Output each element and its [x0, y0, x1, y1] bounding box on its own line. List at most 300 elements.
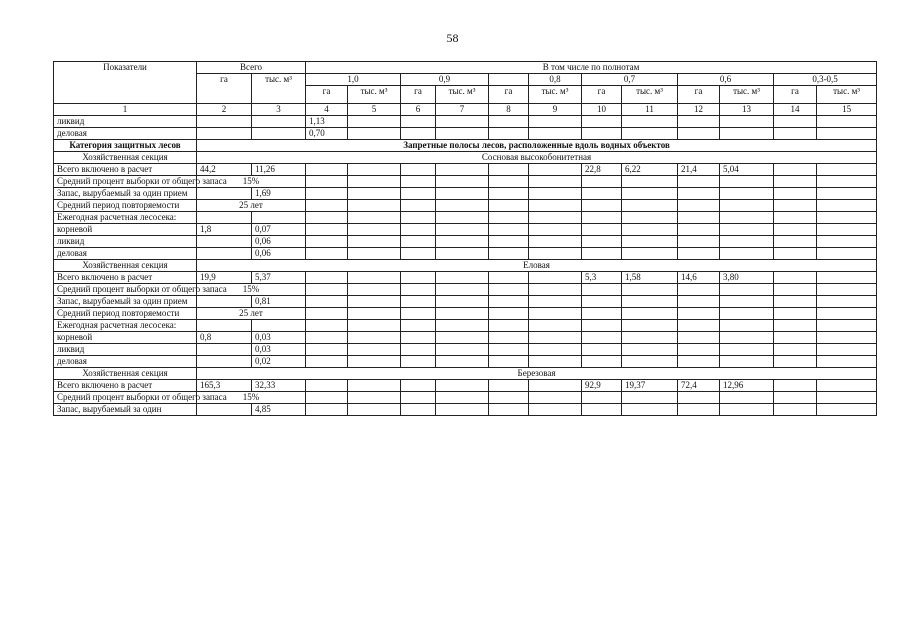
- table-cell: [252, 320, 306, 332]
- column-number: 6: [401, 104, 436, 116]
- header-density: 0,6: [678, 74, 774, 86]
- table-row: [54, 152, 877, 164]
- table-cell: [529, 296, 582, 308]
- column-number: 12: [678, 104, 720, 116]
- table-cell: 0,70: [306, 128, 348, 140]
- header-density: 0,9: [401, 74, 489, 86]
- table-cell: [348, 308, 401, 320]
- table-cell: [348, 212, 401, 224]
- table-cell: [582, 332, 622, 344]
- table-cell: [529, 188, 582, 200]
- row-label: Средний процент выборки от общего запаса: [54, 284, 197, 296]
- table-cell: [306, 188, 348, 200]
- table-cell: [678, 344, 720, 356]
- row-label: Запас, вырубаемый за один прием: [54, 188, 197, 200]
- merged-value: 15%: [197, 392, 306, 404]
- table-cell: [774, 308, 817, 320]
- table-row: [54, 200, 877, 212]
- table-cell: [489, 380, 529, 392]
- header-total: Всего: [197, 62, 306, 74]
- table-cell: [582, 176, 622, 188]
- table-cell: [529, 236, 582, 248]
- row-label: Запас, вырубаемый за один: [54, 404, 197, 416]
- table-cell: [306, 380, 348, 392]
- table-cell: [817, 200, 877, 212]
- table-cell: [306, 176, 348, 188]
- table-cell: [817, 404, 877, 416]
- table-cell: 21,4: [678, 164, 720, 176]
- table-cell: 22,8: [582, 164, 622, 176]
- table-cell: [622, 116, 678, 128]
- table-cell: [582, 404, 622, 416]
- table-cell: [436, 248, 489, 260]
- table-cell: [817, 116, 877, 128]
- table-cell: 1,69: [252, 188, 306, 200]
- table-row: [54, 128, 877, 140]
- table-cell: [529, 392, 582, 404]
- table-cell: [348, 200, 401, 212]
- table-cell: [582, 236, 622, 248]
- table-cell: [401, 212, 436, 224]
- table-cell: [678, 296, 720, 308]
- header-density: 0,7: [582, 74, 678, 86]
- table-cell: [817, 296, 877, 308]
- table-cell: [529, 176, 582, 188]
- column-number: 14: [774, 104, 817, 116]
- table-cell: [622, 284, 678, 296]
- table-cell: [720, 404, 774, 416]
- column-number: 8: [489, 104, 529, 116]
- header-row-1: [54, 62, 877, 74]
- table-cell: [622, 356, 678, 368]
- table-row: [54, 296, 877, 308]
- table-cell: [348, 176, 401, 188]
- header-tm3: тыс. м³: [252, 74, 306, 104]
- row-label: Всего включено в расчет: [54, 272, 197, 284]
- table-row: [54, 380, 877, 392]
- table-body: [54, 116, 877, 416]
- merged-value: 15%: [197, 176, 306, 188]
- table-row: [54, 284, 877, 296]
- row-label: ликвид: [54, 344, 197, 356]
- table-cell: [582, 212, 622, 224]
- table-cell: [678, 320, 720, 332]
- table-cell: [720, 344, 774, 356]
- table-cell: [678, 188, 720, 200]
- table-cell: [817, 212, 877, 224]
- table-cell: 5,04: [720, 164, 774, 176]
- table-cell: [401, 296, 436, 308]
- table-cell: [817, 380, 877, 392]
- table-cell: [720, 200, 774, 212]
- table-cell: [401, 392, 436, 404]
- table-cell: [774, 164, 817, 176]
- table-cell: 1,58: [622, 272, 678, 284]
- table-cell: [720, 176, 774, 188]
- table-cell: [489, 116, 529, 128]
- table-cell: [622, 332, 678, 344]
- table-cell: [436, 188, 489, 200]
- row-label: Всего включено в расчет: [54, 380, 197, 392]
- table-cell: [197, 212, 252, 224]
- table-cell: 32,33: [252, 380, 306, 392]
- table-cell: [678, 200, 720, 212]
- column-number: 2: [197, 104, 252, 116]
- table-row: [54, 164, 877, 176]
- row-label: корневой: [54, 224, 197, 236]
- table-cell: [582, 344, 622, 356]
- table-cell: [678, 212, 720, 224]
- table-cell: [348, 128, 401, 140]
- table-cell: [436, 308, 489, 320]
- table-cell: 5,37: [252, 272, 306, 284]
- table-cell: 3,80: [720, 272, 774, 284]
- table-cell: [582, 128, 622, 140]
- table-cell: [529, 344, 582, 356]
- table-cell: [489, 200, 529, 212]
- table-row: [54, 272, 877, 284]
- table-cell: [582, 284, 622, 296]
- table-cell: [348, 236, 401, 248]
- header-density: 0,8: [529, 74, 582, 86]
- table-cell: [622, 176, 678, 188]
- table-cell: [774, 188, 817, 200]
- table-cell: [489, 320, 529, 332]
- header-ha: га: [401, 86, 436, 104]
- header-density: 1,0: [306, 74, 401, 86]
- table-cell: 14,6: [678, 272, 720, 284]
- table-cell: [678, 236, 720, 248]
- table-cell: [489, 164, 529, 176]
- table-cell: [817, 128, 877, 140]
- table-cell: [489, 188, 529, 200]
- merged-value: 15%: [197, 284, 306, 296]
- table-cell: [529, 404, 582, 416]
- table-cell: [489, 212, 529, 224]
- table-cell: [817, 344, 877, 356]
- table-cell: [401, 200, 436, 212]
- table-cell: [306, 296, 348, 308]
- table-cell: [306, 224, 348, 236]
- table-cell: [582, 308, 622, 320]
- table-cell: [306, 212, 348, 224]
- table-cell: [489, 392, 529, 404]
- table-cell: [348, 188, 401, 200]
- table-cell: [622, 128, 678, 140]
- table-cell: [306, 284, 348, 296]
- table-cell: [774, 344, 817, 356]
- table-cell: [348, 332, 401, 344]
- merged-value: 25 лет: [197, 308, 306, 320]
- table-cell: [436, 284, 489, 296]
- header-ha: га: [306, 86, 348, 104]
- table-cell: [306, 332, 348, 344]
- table-cell: [582, 356, 622, 368]
- table-cell: [489, 308, 529, 320]
- header-ha: га: [678, 86, 720, 104]
- table-cell: [401, 128, 436, 140]
- table-cell: [401, 236, 436, 248]
- table-cell: [401, 224, 436, 236]
- table-row: [54, 188, 877, 200]
- table-cell: [817, 188, 877, 200]
- table-cell: [720, 236, 774, 248]
- table-cell: [774, 392, 817, 404]
- row-label: Средний период повторяемости: [54, 200, 197, 212]
- table-cell: [582, 320, 622, 332]
- table-cell: [489, 404, 529, 416]
- table-cell: [436, 296, 489, 308]
- table-cell: [720, 212, 774, 224]
- table-cell: 44,2: [197, 164, 252, 176]
- table-cell: [436, 116, 489, 128]
- table-cell: [529, 332, 582, 344]
- table-cell: [306, 272, 348, 284]
- column-numbers-row: [54, 104, 877, 116]
- table-cell: [678, 392, 720, 404]
- table-cell: 12,96: [720, 380, 774, 392]
- table-cell: [197, 116, 252, 128]
- table-cell: [817, 224, 877, 236]
- table-cell: [306, 356, 348, 368]
- table-cell: [401, 248, 436, 260]
- table-cell: [774, 212, 817, 224]
- header-tm3: тыс. м³: [622, 86, 678, 104]
- table-cell: [436, 356, 489, 368]
- table-cell: [348, 164, 401, 176]
- table-cell: [774, 224, 817, 236]
- table-cell: [401, 404, 436, 416]
- table-row: [54, 248, 877, 260]
- table-cell: [582, 248, 622, 260]
- row-label: Ежегодная расчетная лесосека:: [54, 320, 197, 332]
- table-cell: [817, 332, 877, 344]
- table-row: [54, 224, 877, 236]
- table-cell: [306, 344, 348, 356]
- table-cell: [774, 200, 817, 212]
- table-cell: [401, 356, 436, 368]
- allowable-cut-table: [53, 61, 877, 416]
- table-cell: [197, 344, 252, 356]
- table-cell: [401, 380, 436, 392]
- column-number: 10: [582, 104, 622, 116]
- table-cell: [582, 296, 622, 308]
- row-label: Хозяйственная секция: [54, 260, 197, 272]
- table-cell: [348, 116, 401, 128]
- table-cell: [436, 272, 489, 284]
- table-row: [54, 332, 877, 344]
- table-cell: [678, 116, 720, 128]
- header-tm3: тыс. м³: [817, 86, 877, 104]
- table-cell: [436, 380, 489, 392]
- table-cell: [622, 308, 678, 320]
- table-cell: 165,3: [197, 380, 252, 392]
- table-cell: [817, 236, 877, 248]
- header-ha: га: [774, 86, 817, 104]
- table-cell: [774, 284, 817, 296]
- table-cell: [306, 404, 348, 416]
- column-number: 11: [622, 104, 678, 116]
- table-cell: [817, 176, 877, 188]
- row-label: Средний период повторяемости: [54, 308, 197, 320]
- table-cell: [622, 404, 678, 416]
- column-number: 7: [436, 104, 489, 116]
- table-cell: [436, 212, 489, 224]
- header-ha: га: [489, 86, 529, 104]
- table-cell: [197, 236, 252, 248]
- table-cell: [489, 176, 529, 188]
- table-cell: [774, 380, 817, 392]
- table-cell: [436, 236, 489, 248]
- table-cell: [720, 332, 774, 344]
- table-cell: 4,85: [252, 404, 306, 416]
- table-cell: 72,4: [678, 380, 720, 392]
- table-cell: [529, 164, 582, 176]
- table-cell: [306, 164, 348, 176]
- table-cell: 0,03: [252, 344, 306, 356]
- table-cell: [582, 392, 622, 404]
- row-label: ликвид: [54, 236, 197, 248]
- section-name: Сосновая высокобонитетная: [197, 152, 877, 164]
- table-row: [54, 260, 877, 272]
- table-row: [54, 356, 877, 368]
- table-cell: [817, 392, 877, 404]
- merged-value: 25 лет: [197, 200, 306, 212]
- table-cell: [436, 176, 489, 188]
- table-cell: [401, 176, 436, 188]
- table-cell: [436, 392, 489, 404]
- table-cell: [622, 296, 678, 308]
- row-label: Всего включено в расчет: [54, 164, 197, 176]
- table-cell: [348, 296, 401, 308]
- header-density: 0,3-0,5: [774, 74, 877, 86]
- table-cell: [401, 164, 436, 176]
- table-cell: [720, 188, 774, 200]
- table-cell: [401, 116, 436, 128]
- table-cell: 6,22: [622, 164, 678, 176]
- table-row: [54, 320, 877, 332]
- table-row: [54, 140, 877, 152]
- table-cell: [348, 320, 401, 332]
- table-cell: [489, 296, 529, 308]
- table-cell: [774, 332, 817, 344]
- table-cell: [489, 224, 529, 236]
- table-cell: [436, 332, 489, 344]
- table-row: [54, 212, 877, 224]
- table-cell: [529, 200, 582, 212]
- table-cell: [678, 404, 720, 416]
- row-label: Хозяйственная секция: [54, 368, 197, 380]
- table-cell: [582, 116, 622, 128]
- table-cell: [306, 200, 348, 212]
- column-number: 1: [54, 104, 197, 116]
- table-cell: [678, 128, 720, 140]
- table-row: [54, 116, 877, 128]
- table-cell: 0,8: [197, 332, 252, 344]
- column-number: 13: [720, 104, 774, 116]
- table-cell: [720, 320, 774, 332]
- row-label: деловая: [54, 248, 197, 260]
- section-name: Березовая: [197, 368, 877, 380]
- table-row: [54, 176, 877, 188]
- row-label: Хозяйственная секция: [54, 152, 197, 164]
- table-cell: [348, 284, 401, 296]
- table-cell: [817, 164, 877, 176]
- header-ha: га: [582, 86, 622, 104]
- table-cell: [622, 392, 678, 404]
- table-cell: [529, 380, 582, 392]
- table-cell: [774, 320, 817, 332]
- table-cell: 19,37: [622, 380, 678, 392]
- header-ha: га: [197, 74, 252, 104]
- table-cell: [529, 356, 582, 368]
- table-cell: [436, 404, 489, 416]
- table-cell: [529, 320, 582, 332]
- page-number: 58: [446, 31, 459, 45]
- table-cell: [436, 320, 489, 332]
- table-cell: [348, 356, 401, 368]
- table-cell: [678, 224, 720, 236]
- table-cell: 11,26: [252, 164, 306, 176]
- table-cell: 0,02: [252, 356, 306, 368]
- table-cell: [401, 272, 436, 284]
- column-number: 15: [817, 104, 877, 116]
- table-cell: [622, 248, 678, 260]
- table-cell: [622, 320, 678, 332]
- table-cell: [774, 356, 817, 368]
- table-cell: [197, 188, 252, 200]
- table-cell: [678, 332, 720, 344]
- table-cell: [582, 200, 622, 212]
- table-cell: [529, 212, 582, 224]
- table-cell: [348, 392, 401, 404]
- table-row: [54, 236, 877, 248]
- table-cell: [774, 236, 817, 248]
- table-cell: [348, 224, 401, 236]
- row-label: Средний процент выборки от общего запаса: [54, 176, 197, 188]
- table-cell: [489, 284, 529, 296]
- table-cell: [774, 404, 817, 416]
- table-cell: [817, 308, 877, 320]
- table-cell: [306, 236, 348, 248]
- table-cell: 0,06: [252, 236, 306, 248]
- table-cell: [348, 404, 401, 416]
- table-cell: [622, 200, 678, 212]
- table-cell: [436, 344, 489, 356]
- table-cell: [678, 248, 720, 260]
- table-cell: [489, 128, 529, 140]
- table-cell: [197, 248, 252, 260]
- table-cell: [436, 164, 489, 176]
- table-cell: [489, 356, 529, 368]
- table-cell: 5,3: [582, 272, 622, 284]
- column-number: 4: [306, 104, 348, 116]
- table-cell: [252, 116, 306, 128]
- table-cell: [401, 344, 436, 356]
- table-cell: [197, 296, 252, 308]
- table-row: [54, 392, 877, 404]
- table-cell: [720, 128, 774, 140]
- table-cell: [306, 248, 348, 260]
- category-name: Запретные полосы лесов, расположенные вдоль водных объектов: [197, 140, 877, 152]
- table-cell: [197, 404, 252, 416]
- table-cell: [622, 188, 678, 200]
- table-cell: [582, 188, 622, 200]
- section-name: Еловая: [197, 260, 877, 272]
- table-row: [54, 368, 877, 380]
- table-cell: [348, 380, 401, 392]
- header-by-density: В том числе по полнотам: [306, 62, 877, 74]
